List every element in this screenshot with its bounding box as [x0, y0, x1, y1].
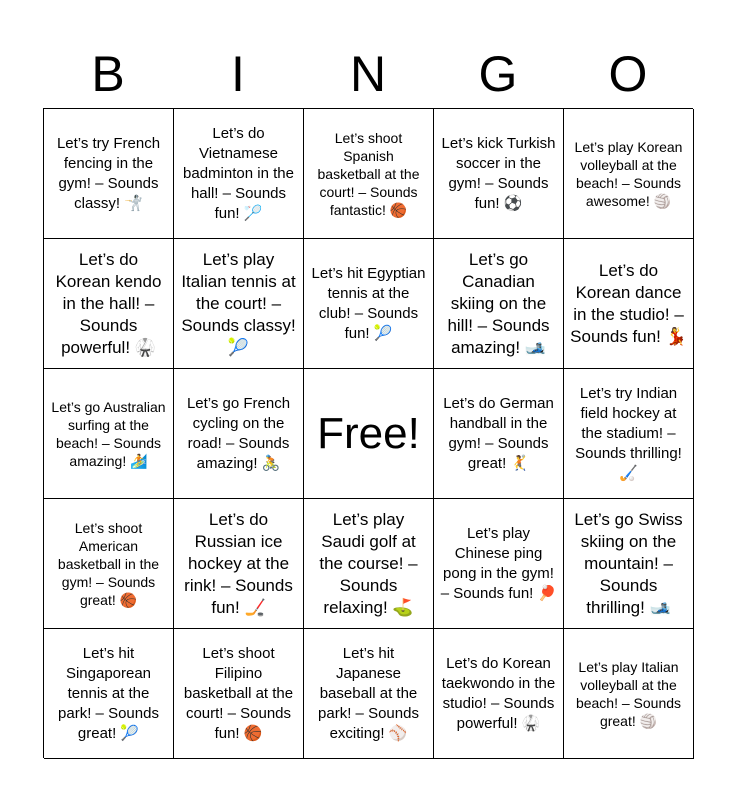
cell-text: Let’s go Australian surfing at the beach! – Sounds amazing! 🏄	[51, 398, 166, 469]
cell-text: Let’s go Swiss skiing on the mountain! – Sounds thrilling! 🎿	[574, 509, 683, 617]
cell-text: Let’s shoot Filipino basketball at the court! – Sounds fun! 🏀	[183, 644, 294, 742]
cell-text: Let’s play Korean volleyball at the beach! – Sounds awesome! 🏐	[574, 138, 683, 209]
bingo-cell[interactable]	[564, 499, 694, 629]
cell-text: Let’s do Korean taekwondo in the studio! – Sounds powerful! 🥋	[441, 654, 556, 732]
cell-text: Let’s do Russian ice hockey at the rink! – Sounds fun! 🏒	[184, 509, 293, 617]
cell-text: Let’s try French fencing in the gym! – Sounds classy! 🤺	[56, 134, 161, 212]
header-letter-g: G	[478, 46, 518, 102]
free-space-cell[interactable]	[304, 369, 434, 499]
cell-text: Let’s try Indian field hockey at the stadium! – Sounds thrilling! 🏑	[575, 384, 682, 482]
bingo-cell[interactable]	[564, 629, 694, 759]
cell-text: Let’s kick Turkish soccer in the gym! – Sounds fun! ⚽	[441, 134, 556, 212]
cell-text: Let’s shoot American basketball in the gym! – Sounds great! 🏀	[57, 519, 160, 608]
bingo-cell[interactable]	[174, 369, 304, 499]
bingo-cell[interactable]	[434, 629, 564, 759]
bingo-cell[interactable]	[174, 109, 304, 239]
header-letter-n: N	[349, 46, 387, 102]
cell-text: Let’s play Italian tennis at the court! – Sounds classy! 🎾	[181, 249, 296, 357]
bingo-header	[43, 40, 693, 108]
header-letter-o: O	[608, 46, 648, 102]
header-letter-b: B	[91, 46, 125, 102]
bingo-cell[interactable]	[44, 369, 174, 499]
cell-text: Let’s play Chinese ping pong in the gym! – Sounds fun! 🏓	[440, 524, 557, 602]
cell-text: Let’s hit Singaporean tennis at the park! – Sounds great! 🎾	[58, 644, 159, 742]
cell-text: Let’s do Korean dance in the studio! – Sounds fun! 💃	[570, 260, 687, 346]
cell-text: Let’s do Korean kendo in the hall! – Sounds powerful! 🥋	[55, 249, 162, 357]
bingo-cell[interactable]	[434, 369, 564, 499]
bingo-cell[interactable]	[434, 109, 564, 239]
header-letter-i: I	[231, 46, 245, 102]
cell-text: Let’s play Saudi golf at the course! – Sounds relaxing! ⛳	[319, 509, 418, 617]
bingo-cell[interactable]	[564, 109, 694, 239]
bingo-cell[interactable]	[174, 499, 304, 629]
bingo-cell[interactable]	[304, 239, 434, 369]
bingo-cell[interactable]	[304, 109, 434, 239]
cell-text: Let’s hit Egyptian tennis at the club! – Sounds fun! 🎾	[311, 264, 426, 342]
cell-text: Let’s go French cycling on the road! – Sounds amazing! 🚴	[186, 394, 291, 472]
cell-text: Let’s play Italian volleyball at the beach! – Sounds great! 🏐	[575, 658, 682, 729]
bingo-cell[interactable]	[44, 239, 174, 369]
bingo-cell[interactable]	[174, 629, 304, 759]
bingo-cell[interactable]	[44, 499, 174, 629]
bingo-cell[interactable]	[564, 239, 694, 369]
bingo-cell[interactable]	[44, 109, 174, 239]
bingo-cell[interactable]	[304, 499, 434, 629]
bingo-cell[interactable]	[564, 369, 694, 499]
bingo-cell[interactable]	[304, 629, 434, 759]
bingo-cell[interactable]	[174, 239, 304, 369]
cell-text: Let’s go Canadian skiing on the hill! – Sounds amazing! 🎿	[447, 249, 550, 357]
bingo-cell[interactable]	[434, 499, 564, 629]
bingo-cell[interactable]	[434, 239, 564, 369]
cell-text: Let’s do Vietnamese badminton in the hall! – Sounds fun! 🏸	[183, 124, 294, 222]
bingo-grid	[43, 108, 693, 758]
cell-text: Let’s hit Japanese baseball at the park! – Sounds exciting! ⚾	[318, 644, 419, 742]
free-space-text: Free!	[317, 408, 420, 458]
cell-text: Let’s do German handball in the gym! – Sounds great! 🤾	[443, 394, 554, 472]
cell-text: Let’s shoot Spanish basketball at the court! – Sounds fantastic! 🏀	[317, 129, 420, 218]
bingo-cell[interactable]	[44, 629, 174, 759]
